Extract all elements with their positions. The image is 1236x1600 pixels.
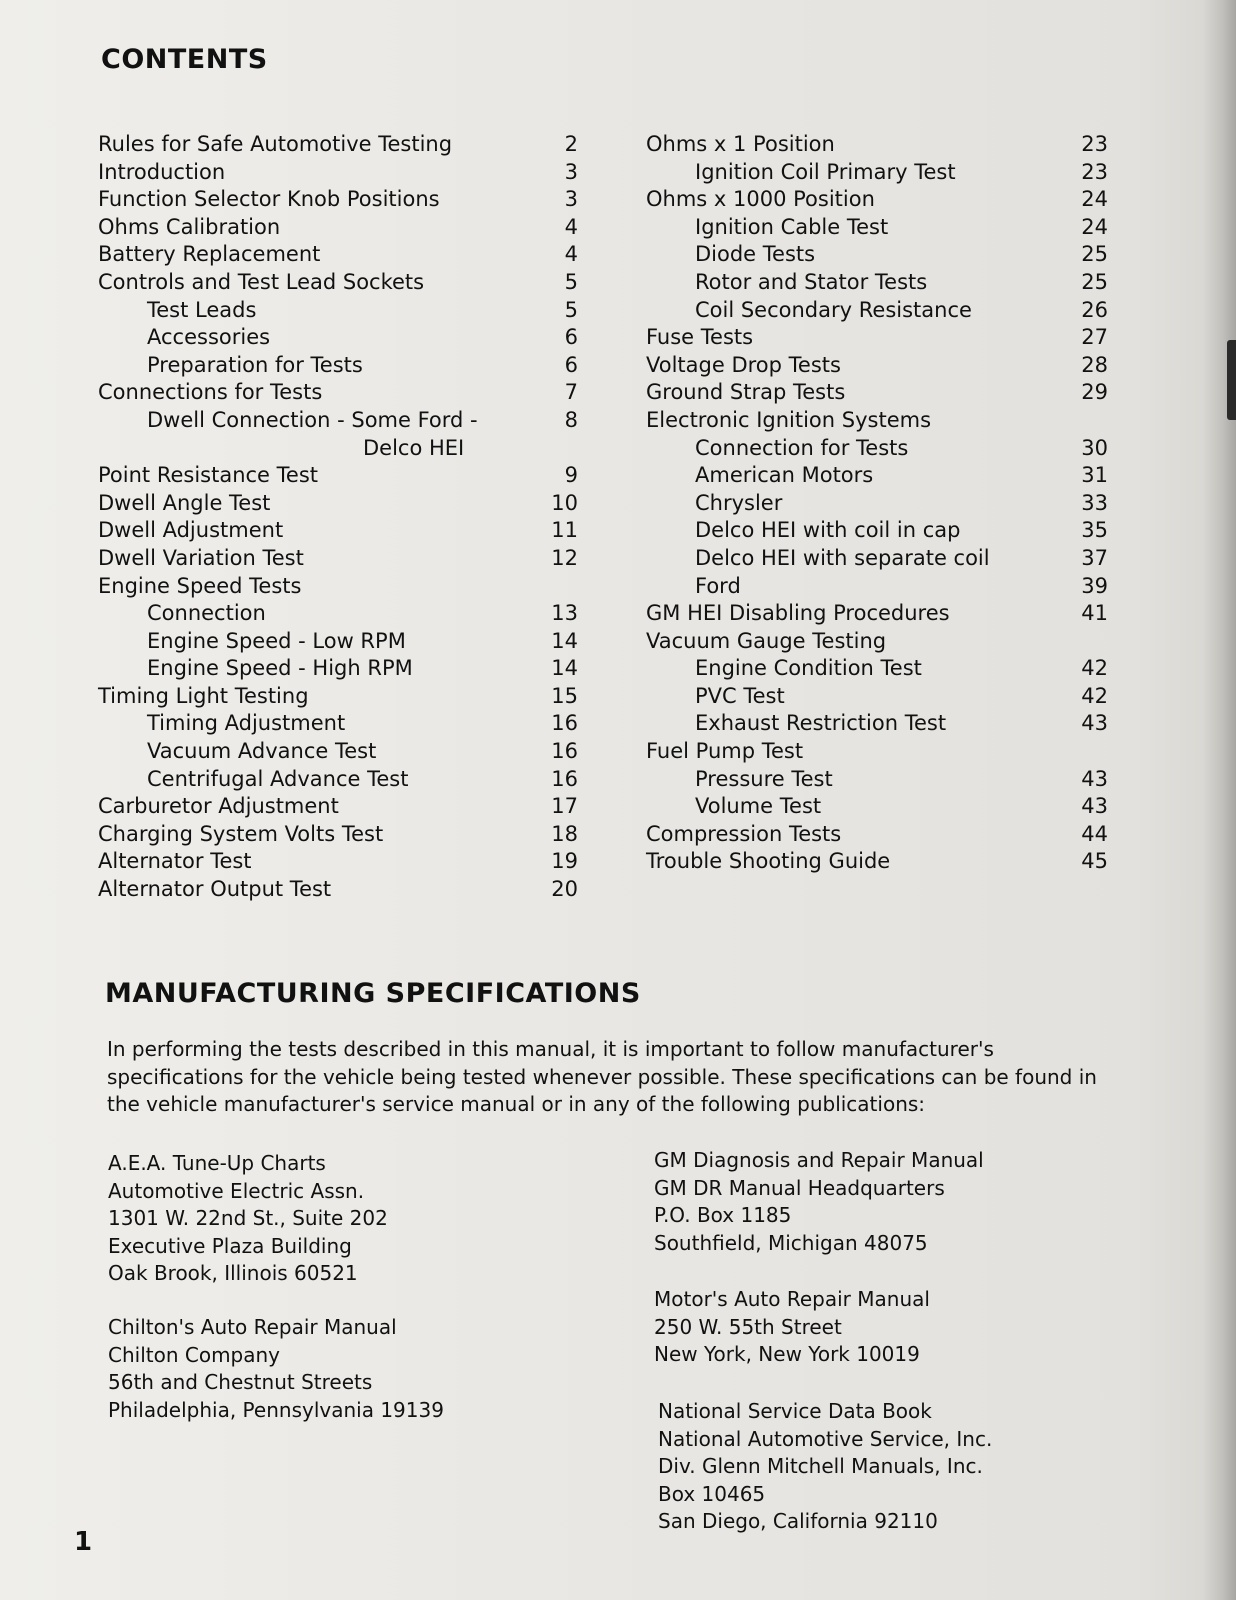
toc-entry-title: GM HEI Disabling Procedures: [646, 601, 950, 626]
toc-entry-page: 6: [564, 352, 578, 377]
toc-entry: [98, 766, 578, 794]
address-line: A.E.A. Tune-Up Charts: [108, 1151, 326, 1175]
toc-entry: [646, 821, 1108, 849]
toc-entry-title: Timing Adjustment: [147, 711, 346, 736]
toc-entry-page: 25: [1081, 269, 1108, 294]
toc-entry-page: 43: [1081, 766, 1108, 791]
toc-entry: [98, 159, 578, 187]
toc-entry: [98, 186, 578, 214]
toc-entry-title: Pressure Test: [695, 766, 833, 791]
toc-entry: [98, 573, 578, 601]
toc-entry-page: 4: [564, 242, 578, 267]
toc-entry-title: Coil Secondary Resistance: [695, 297, 972, 322]
toc-entry: [98, 710, 578, 738]
toc-entry-page: 11: [551, 518, 578, 543]
toc-entry-title: Ohms Calibration: [98, 214, 281, 239]
toc-entry-page: 12: [551, 545, 578, 570]
toc-entry-page: 13: [551, 601, 578, 626]
toc-entry-title: Function Selector Knob Positions: [98, 187, 440, 212]
address-line: Oak Brook, Illinois 60521: [108, 1261, 358, 1286]
toc-entry-title: Rules for Safe Automotive Testing: [98, 132, 453, 156]
toc-entry: [646, 186, 1108, 214]
toc-entry-page: 16: [551, 739, 578, 764]
toc-entry-page: 14: [551, 628, 578, 653]
address-line: National Automotive Service, Inc.: [658, 1426, 993, 1451]
toc-entry-title: Rotor and Stator Tests: [695, 269, 928, 294]
toc-entry-page: 5: [564, 269, 578, 294]
toc-entry-page: 23: [1081, 132, 1108, 156]
toc-entry-page: 26: [1081, 297, 1108, 322]
toc-entry-title: Connection: [147, 601, 266, 626]
toc-entry: [98, 545, 578, 573]
toc-entry: [646, 435, 1108, 463]
toc-entry-page: 42: [1081, 683, 1108, 708]
address-line: Chilton's Auto Repair Manual: [108, 1315, 397, 1339]
toc-entry-title: Fuse Tests: [646, 325, 754, 350]
toc-entry-title: Battery Replacement: [98, 242, 321, 267]
toc-entry: [646, 131, 1108, 159]
toc-entry-page: 37: [1081, 545, 1108, 570]
toc-entry: [98, 435, 578, 463]
toc-entry: [98, 655, 578, 683]
page-edge-shadow: [1202, 0, 1236, 1600]
toc-entry-page: 8: [564, 407, 578, 432]
toc-entry-page: 4: [564, 214, 578, 239]
toc-left-column: [98, 131, 578, 904]
toc-entry-title: Trouble Shooting Guide: [646, 849, 891, 874]
toc-entry-title: Accessories: [147, 325, 271, 350]
address-line: New York, New York 10019: [654, 1342, 920, 1367]
toc-entry-title: Ground Strap Tests: [646, 380, 846, 405]
toc-entry: [98, 407, 578, 435]
toc-entry-title: Dwell Variation Test: [98, 545, 304, 570]
toc-entry-page: 15: [551, 683, 578, 708]
toc-entry: [646, 297, 1108, 325]
toc-entry-page: 42: [1081, 656, 1108, 681]
toc-entry-title: Carburetor Adjustment: [98, 794, 339, 819]
toc-entry: [98, 738, 578, 766]
toc-entry-page: 9: [564, 463, 578, 488]
address-line: GM DR Manual Headquarters: [654, 1175, 945, 1200]
toc-entry-page: 19: [551, 849, 578, 874]
address-line: 250 W. 55th Street: [654, 1314, 842, 1339]
address-line: GM Diagnosis and Repair Manual: [654, 1148, 984, 1172]
toc-entry: [98, 600, 578, 628]
toc-entry-title: Introduction: [98, 159, 226, 184]
toc-entry: [98, 462, 578, 490]
toc-entry: [98, 490, 578, 518]
toc-entry: [646, 462, 1108, 490]
address-line: Automotive Electric Assn.: [108, 1178, 365, 1203]
toc-entry-title: Alternator Output Test: [98, 877, 332, 902]
toc-entry-title: Vacuum Advance Test: [147, 739, 377, 764]
toc-entry-page: 17: [551, 794, 578, 819]
toc-entry: [646, 573, 1108, 601]
binding-tab: [1227, 340, 1236, 420]
toc-entry-title: Connection for Tests: [695, 435, 909, 460]
toc-entry: [98, 379, 578, 407]
toc-entry-page: 29: [1081, 380, 1108, 405]
publication-motors: [654, 1286, 930, 1369]
publication-aea: [108, 1150, 388, 1288]
toc-entry: [98, 241, 578, 269]
toc-entry-page: 41: [1081, 601, 1108, 626]
toc-entry: [98, 324, 578, 352]
toc-entry-title: Delco HEI with separate coil: [695, 545, 990, 570]
toc-entry-page: 6: [564, 325, 578, 350]
toc-entry-page: 16: [551, 711, 578, 736]
toc-entry-title: Centrifugal Advance Test: [147, 766, 409, 791]
toc-entry: [98, 628, 578, 656]
toc-entry-title: Chrysler: [695, 490, 783, 515]
address-line: Div. Glenn Mitchell Manuals, Inc.: [658, 1454, 983, 1479]
toc-entry-page: 2: [564, 132, 578, 156]
publication-chilton: [108, 1314, 444, 1424]
toc-entry-title: American Motors: [695, 463, 874, 488]
address-line: National Service Data Book: [658, 1399, 932, 1423]
toc-entry-page: 43: [1081, 794, 1108, 819]
toc-entry-page: 18: [551, 821, 578, 846]
toc-entry: [98, 131, 578, 159]
toc-entry-page: 23: [1081, 159, 1108, 184]
toc-entry-title: Volume Test: [695, 794, 822, 819]
toc-entry: [98, 269, 578, 297]
toc-entry: [646, 738, 1108, 766]
toc-entry: [646, 214, 1108, 242]
address-line: 1301 W. 22nd St., Suite 202: [108, 1206, 388, 1231]
address-line: Executive Plaza Building: [108, 1233, 352, 1258]
toc-entry-title: Voltage Drop Tests: [646, 352, 841, 377]
toc-entry-page: 44: [1081, 821, 1108, 846]
toc-entry-title: Engine Speed - Low RPM: [147, 628, 406, 653]
address-line: P.O. Box 1185: [654, 1203, 792, 1228]
toc-entry: [646, 352, 1108, 380]
specs-intro: In performing the tests described in this manual, it is important to follow manufacturer's specifications for the vehicle being tested whenever possible. These specifications can be found in the vehicle manufacturer's service manual or in any of the following publications:: [107, 1037, 1097, 1116]
toc-entry: [646, 628, 1108, 656]
address-line: Philadelphia, Pennsylvania 19139: [108, 1397, 444, 1422]
toc-entry-title: Electronic Ignition Systems: [646, 407, 932, 432]
toc-entry-title: Vacuum Gauge Testing: [646, 628, 887, 653]
toc-entry-page: 20: [551, 877, 578, 902]
toc-entry-page: 3: [564, 187, 578, 212]
toc-entry: [646, 766, 1108, 794]
toc-entry-title: Engine Condition Test: [695, 656, 922, 681]
toc-entry: [646, 159, 1108, 187]
toc-entry: [98, 793, 578, 821]
toc-entry: [646, 683, 1108, 711]
publication-gm: [654, 1147, 984, 1257]
address-line: Southfield, Michigan 48075: [654, 1230, 928, 1255]
toc-entry-page: 24: [1081, 187, 1108, 212]
toc-entry-page: 25: [1081, 242, 1108, 267]
toc-entry-page: 43: [1081, 711, 1108, 736]
toc-entry-title: Point Resistance Test: [98, 463, 319, 488]
toc-entry-title: Connections for Tests: [98, 380, 323, 405]
toc-entry: [646, 655, 1108, 683]
toc-entry-page: 3: [564, 159, 578, 184]
toc-entry: [98, 297, 578, 325]
address-line: Chilton Company: [108, 1342, 281, 1367]
toc-entry-title: Alternator Test: [98, 849, 252, 874]
toc-entry-page: 14: [551, 656, 578, 681]
toc-entry: [646, 379, 1108, 407]
toc-entry-title: Compression Tests: [646, 821, 842, 846]
toc-entry: [646, 269, 1108, 297]
toc-entry-title: Ohms x 1000 Position: [646, 187, 875, 212]
page-number: 1: [74, 1527, 93, 1557]
toc-entry-page: 28: [1081, 352, 1108, 377]
toc-entry-title: Ohms x 1 Position: [646, 132, 835, 156]
address-line: 56th and Chestnut Streets: [108, 1370, 373, 1395]
toc-entry-page: 27: [1081, 325, 1108, 350]
toc-entry-title: Engine Speed - High RPM: [147, 656, 413, 681]
toc-entry: [646, 324, 1108, 352]
toc-entry-title: Delco HEI with coil in cap: [695, 518, 961, 543]
toc-entry-page: 31: [1081, 463, 1108, 488]
toc-entry: [646, 241, 1108, 269]
toc-entry-title: Controls and Test Lead Sockets: [98, 269, 425, 294]
address-line: Box 10465: [658, 1481, 766, 1506]
toc-entry-title: Dwell Adjustment: [98, 518, 284, 543]
toc-entry: [98, 517, 578, 545]
toc-entry: [98, 214, 578, 242]
toc-entry-page: 35: [1081, 518, 1108, 543]
toc-entry: [646, 517, 1108, 545]
toc-entry: [98, 848, 578, 876]
toc-entry-title: Fuel Pump Test: [646, 739, 804, 764]
toc-entry: [98, 821, 578, 849]
toc-entry-page: 7: [564, 380, 578, 405]
address-line: Motor's Auto Repair Manual: [654, 1287, 930, 1311]
toc-entry: [98, 876, 578, 904]
toc-entry-page: 39: [1081, 573, 1108, 598]
toc-entry-title: Ford: [695, 573, 741, 598]
toc-entry-page: 33: [1081, 490, 1108, 515]
toc-entry-title: Dwell Connection - Some Ford -: [147, 407, 478, 432]
toc-entry-title: Timing Light Testing: [98, 683, 309, 708]
toc-entry-title: Charging System Volts Test: [98, 821, 384, 846]
toc-entry-title: Dwell Angle Test: [98, 490, 271, 515]
toc-entry-page: 45: [1081, 849, 1108, 874]
toc-entry-title: PVC Test: [695, 683, 785, 708]
toc-entry: [98, 683, 578, 711]
toc-entry: [646, 710, 1108, 738]
toc-entry: [646, 848, 1108, 876]
contents-heading: CONTENTS: [101, 44, 268, 75]
toc-entry-title: Diode Tests: [695, 242, 816, 267]
toc-entry-title: Preparation for Tests: [147, 352, 363, 377]
toc-entry: [646, 545, 1108, 573]
toc-entry: [646, 793, 1108, 821]
publication-national: [658, 1398, 992, 1536]
toc-entry-page: 24: [1081, 214, 1108, 239]
toc-right-column: [646, 131, 1108, 876]
toc-entry: [646, 490, 1108, 518]
toc-entry-page: 5: [564, 297, 578, 322]
toc-entry-title: Engine Speed Tests: [98, 573, 302, 598]
toc-entry-title: Ignition Coil Primary Test: [695, 159, 956, 184]
specs-heading: MANUFACTURING SPECIFICATIONS: [105, 978, 641, 1009]
toc-entry-title: Ignition Cable Test: [695, 214, 889, 239]
toc-entry: [98, 352, 578, 380]
toc-entry-page: 16: [551, 766, 578, 791]
toc-entry-page: 10: [551, 490, 578, 515]
toc-entry-page: 30: [1081, 435, 1108, 460]
toc-entry-title: Test Leads: [147, 297, 257, 322]
toc-entry-title: Delco HEI: [363, 435, 465, 460]
toc-entry-title: Exhaust Restriction Test: [695, 711, 947, 736]
toc-entry: [646, 600, 1108, 628]
address-line: San Diego, California 92110: [658, 1509, 938, 1534]
toc-entry: [646, 407, 1108, 435]
